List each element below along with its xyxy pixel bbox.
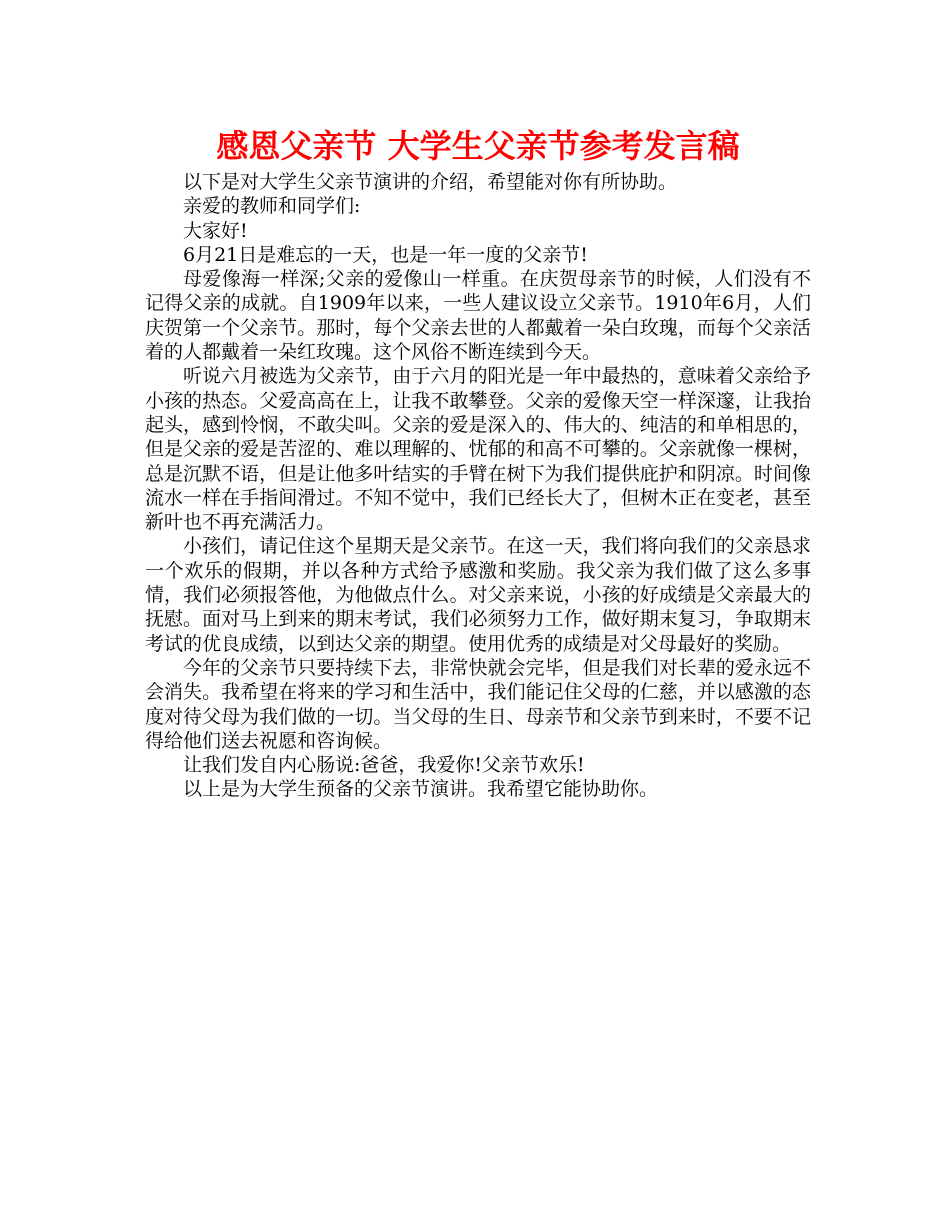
- children-paragraph: 小孩们，请记住这个星期天是父亲节。在这一天，我们将向我们的父亲恳求一个欢乐的假期，并以各种方式给予感激和奖励。我父亲为我们做了这么多事情，我们必须报答他，为他做点什么。对父亲来说，小孩的好成绩是父亲最大的抚慰。面对马上到来的期末考试，我们必须努力工作，做好期末复习，争取期末考试的优良成绩，以到达父亲的期望。使用优秀的成绩是对父母最好的奖励。: [145, 535, 811, 655]
- greeting-paragraph: 大家好!: [183, 219, 248, 242]
- wish-paragraph: 让我们发自内心肠说:爸爸，我爱你!父亲节欢乐!: [183, 754, 585, 777]
- document-title: 感恩父亲节 大学生父亲节参考发言稿: [216, 127, 740, 165]
- closing-paragraph: 以上是为大学生预备的父亲节演讲。我希望它能协助你。: [183, 778, 659, 801]
- father-love-paragraph: 听说六月被选为父亲节，由于六月的阳光是一年中最热的，意味着父亲给予小孩的热态。父爱高高在上，让我不敢攀登。父亲的爱像天空一样深邃，让我抬起头，感到怜悯，不敢尖叫。父亲的爱是深入的、伟大的、纯洁的和单相思的，但是父亲的爱是苦涩的、难以理解的、忧郁的和高不可攀的。父亲就像一棵树，总是沉默不语，但是让他多叶结实的手臂在树下为我们提供庇护和阴凉。时间像流水一样在手指间滑过。不知不觉中，我们已经长大了，但树木正在变老，甚至新叶也不再充满活力。: [145, 365, 811, 534]
- document-page: [145, 122, 811, 802]
- salutation-paragraph: 亲爱的教师和同学们:: [183, 195, 361, 218]
- history-paragraph: 母爱像海一样深;父亲的爱像山一样重。在庆贺母亲节的时候，人们没有不记得父亲的成就。自1909年以来，一些人建议设立父亲节。1910年6月，人们庆贺第一个父亲节。那时，每个父亲去世的人都戴着一朵白玫瑰，而每个父亲活着的人都戴着一朵红玫瑰。这个风俗不断连续到今天。: [145, 268, 811, 364]
- this-year-paragraph: 今年的父亲节只要持续下去，非常快就会完毕，但是我们对长辈的爱永远不会消失。我希望在将来的学习和生活中，我们能记住父母的仁慈，并以感激的态度对待父母为我们做的一切。当父母的生日、母亲节和父亲节到来时，不要不记得给他们送去祝愿和咨询候。: [145, 656, 811, 752]
- intro-paragraph: 以下是对大学生父亲节演讲的介绍，希望能对你有所协助。: [183, 171, 678, 193]
- date-paragraph: 6月21日是难忘的一天，也是一年一度的父亲节!: [183, 243, 588, 266]
